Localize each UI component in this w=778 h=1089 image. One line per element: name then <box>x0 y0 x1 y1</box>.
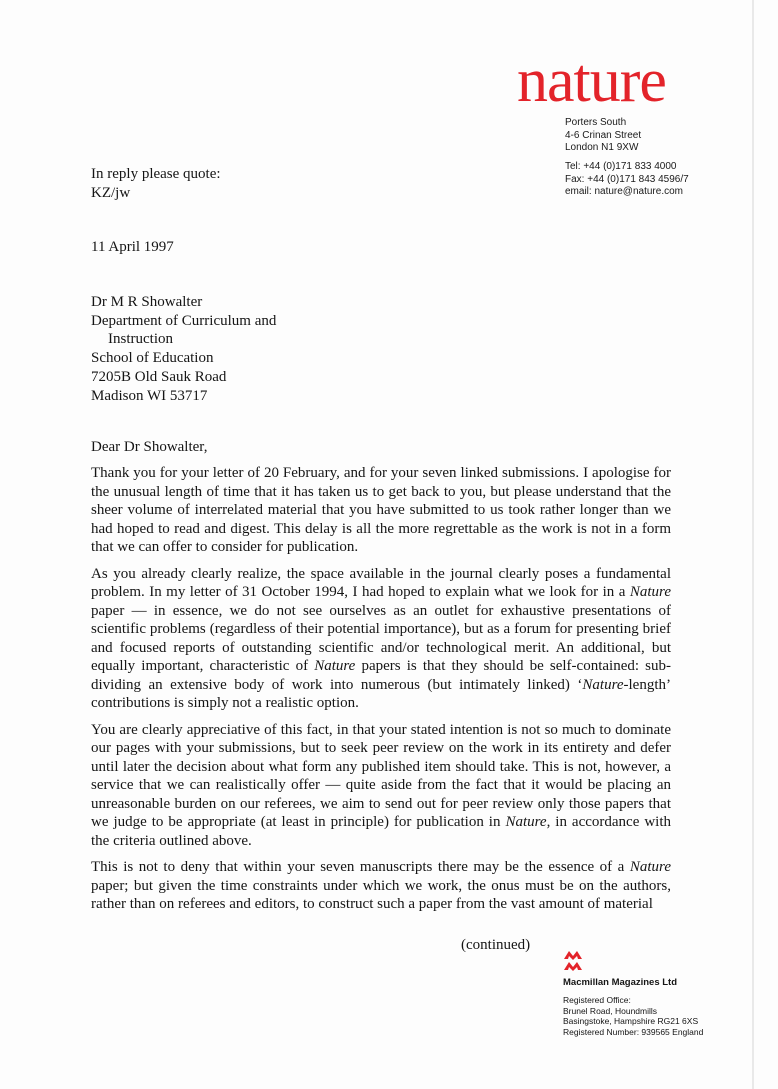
paragraph-text: As you already clearly realize, the space available in the journal clearly poses a fundamental problem. In my letter of 31 October 1994, I had hoped to explain what we look for in a <box>91 565 671 600</box>
recipient-line: Instruction <box>108 331 173 348</box>
italic-journal-name: Nature <box>582 676 624 693</box>
registered-line: Registered Number: 939565 England <box>563 1026 704 1037</box>
italic-journal-name: Nature <box>629 584 671 600</box>
body-paragraph <box>91 565 671 713</box>
italic-journal-name: Nature <box>314 658 356 674</box>
paragraph-text: papers is that they should be self-contained: sub-dividing an extensive body of work into numerous (but intimately linked) ‘ <box>91 658 671 693</box>
macmillan-logo-icon <box>563 948 589 972</box>
letterhead-contact <box>565 161 689 199</box>
recipient-line: 7205B Old Sauk Road <box>91 368 227 385</box>
paragraph-text: -length’ contributions is simply not a realistic option. <box>91 676 671 711</box>
body-paragraph <box>91 464 671 557</box>
nature-logo: nature <box>517 47 666 115</box>
reference-label: In reply please quote: <box>91 166 221 182</box>
recipient-line: Department of Curriculum and <box>91 312 277 329</box>
paragraph-text: Thank you for your letter of 20 February, and for your seven linked submissions. I apologise for the unusual length of time that it has taken us to get back to you, but please understand that the sheer volume of interrelated material that you have submitted to us took rather longer than we had hoped to read and digest. This delay is all the more regrettable as the work is not in a form that we can offer to consider for publication. <box>91 465 671 555</box>
recipient-line: School of Education <box>91 350 214 367</box>
body-paragraph <box>91 721 671 851</box>
letterhead-address <box>565 117 641 155</box>
reference-block <box>91 165 221 203</box>
company-name: Macmillan Magazines Ltd <box>563 977 678 988</box>
reference-code: KZ/jw <box>91 185 131 201</box>
page-edge <box>752 0 754 1089</box>
recipient-line: Dr M R Showalter <box>91 294 203 310</box>
address-line: Porters South <box>565 117 627 128</box>
letter-date: 11 April 1997 <box>91 239 174 255</box>
paragraph-text: paper; but given the time constraints under which we work, the onus must be on the authors, rather than on referees and editors, to construct such a paper from the vast amount of material <box>91 877 671 912</box>
registered-line: Registered Office: <box>563 995 631 1005</box>
paragraph-text: paper — in essence, we do not see ourselves as an outlet for exhaustive presentations of scientific problems (regardless of their potential importance), but as a forum for presenting brief and focused reports of outstanding scientific and/or technological merit. An additional, but equally important, characteristic of <box>91 602 671 674</box>
paragraph-text: , in accordance with the criteria outlined above. <box>91 814 671 849</box>
paragraph-text: You are clearly appreciative of this fact, in that your stated intention is not so much to dominate our pages with your submissions, but to seek peer review on the work in its entirety and defer until later the decision about what form any published item should take. This is not, however, a service that we can realistically offer — quite aside from the fact that it would be placing an unreasonable burden on our referees, we aim to send out for peer review only those papers that we judge to be appropriate (at least in principle) for publication in <box>91 721 671 830</box>
registered-office <box>563 995 703 1037</box>
salutation: Dear Dr Showalter, <box>91 439 208 455</box>
contact-email: email: nature@nature.com <box>565 186 683 197</box>
recipient-address <box>91 293 276 405</box>
body-paragraph <box>91 858 671 914</box>
registered-line: Basingstoke, Hampshire RG21 6XS <box>563 1016 699 1026</box>
italic-journal-name: Nature <box>505 814 547 830</box>
paragraph-text: This is not to deny that within your seven manuscripts there may be the essence of a <box>91 859 630 875</box>
italic-journal-name: Nature <box>629 859 671 875</box>
address-line: 4-6 Crinan Street <box>565 129 642 141</box>
letter-body <box>91 464 671 922</box>
contact-fax: Fax: +44 (0)171 843 4596/7 <box>565 173 689 185</box>
address-line: London N1 9XW <box>565 142 639 153</box>
contact-telephone: Tel: +44 (0)171 833 4000 <box>565 161 677 172</box>
registered-line: Brunel Road, Houndmills <box>563 1005 658 1016</box>
continued-note: (continued) <box>461 937 531 953</box>
recipient-line: Madison WI 53717 <box>91 387 208 404</box>
